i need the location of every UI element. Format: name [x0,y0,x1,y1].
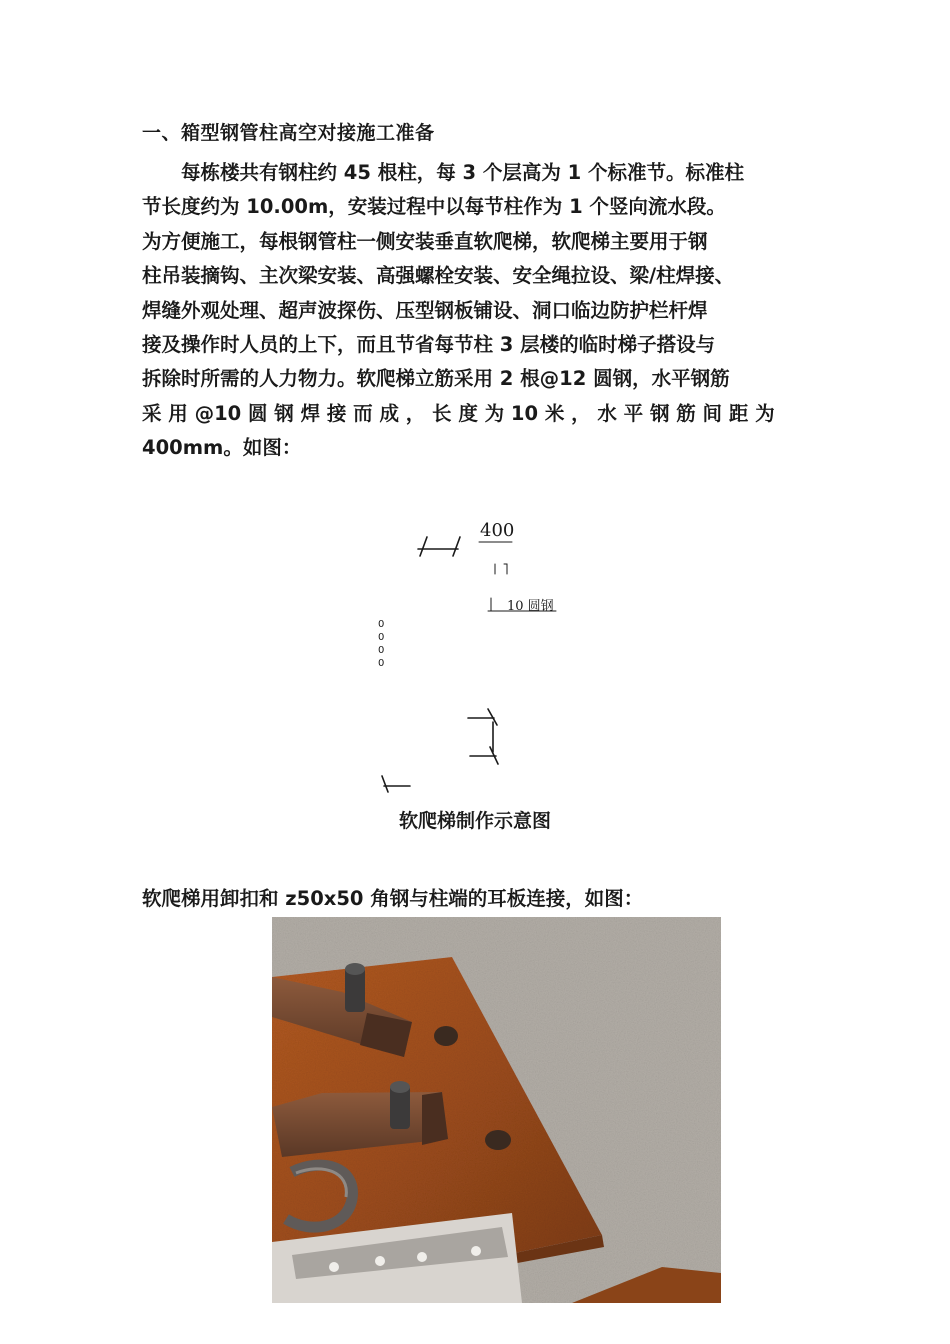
intro-paragraph [142,156,810,466]
connection-paragraph: 软爬梯用卸扣和 z50x50 角钢与柱端的耳板连接，如图： [142,887,644,910]
side-digit: 0 [378,632,385,643]
dimension-label: 400 [480,520,515,541]
ladder-diagram [360,512,600,802]
bolt-dot [471,1246,481,1256]
figure-caption: 软爬梯制作示意图 [398,810,551,832]
bolt-dot [375,1256,385,1266]
bolt-hole [485,1130,511,1150]
paragraph-line: 拆除时所需的人力物力。软爬梯立筋采用 2 根@12 圆钢，水平钢筋 [142,367,730,391]
dimension-tick [453,537,460,556]
paragraph-line: 采 用 @10 圆 钢 焊 接 而 成 ， 长 度 为 10 米 ， 水 平 钢 筋 间 距 为 [142,401,775,425]
bolt-hole [434,1026,458,1046]
bar-label: 10 圆钢 [507,599,554,614]
paragraph-line: 每栋楼共有钢柱约 45 根柱，每 3 个层高为 1 个标准节。标准柱 [142,161,745,184]
paragraph-line: 400mm。如图： [142,436,302,460]
bolt-dot [417,1252,427,1262]
dimension-tick [420,537,427,556]
bolt-head [390,1081,410,1093]
side-digit: 0 [378,645,385,656]
paragraph-line: 接及操作时人员的上下，而且节省每节柱 3 层楼的临时梯子搭设与 [142,333,716,357]
side-digit: 0 [378,658,385,669]
bolt-dot [329,1262,339,1272]
paragraph-line: 为方便施工，每根钢管柱一侧安装垂直软爬梯，软爬梯主要用于钢 [142,229,708,253]
paragraph-line: 节长度约为 10.00m，安装过程中以每节柱作为 1 个竖向流水段。 [142,195,726,219]
side-digits [378,618,384,670]
paragraph-line: 柱吊装摘钩、主次梁安装、高强螺栓安装、安全绳拉设、梁/柱焊接、 [142,264,735,288]
section-heading: 一、箱型钢管柱高空对接施工准备 [142,122,435,144]
connection-photo [272,917,721,1303]
bolt-head [345,963,365,975]
arrow-head [382,776,388,792]
side-digit: 0 [378,619,385,630]
paragraph-line: 焊缝外观处理、超声波探伤、压型钢板铺设、洞口临边防护栏杆焊 [142,298,708,322]
